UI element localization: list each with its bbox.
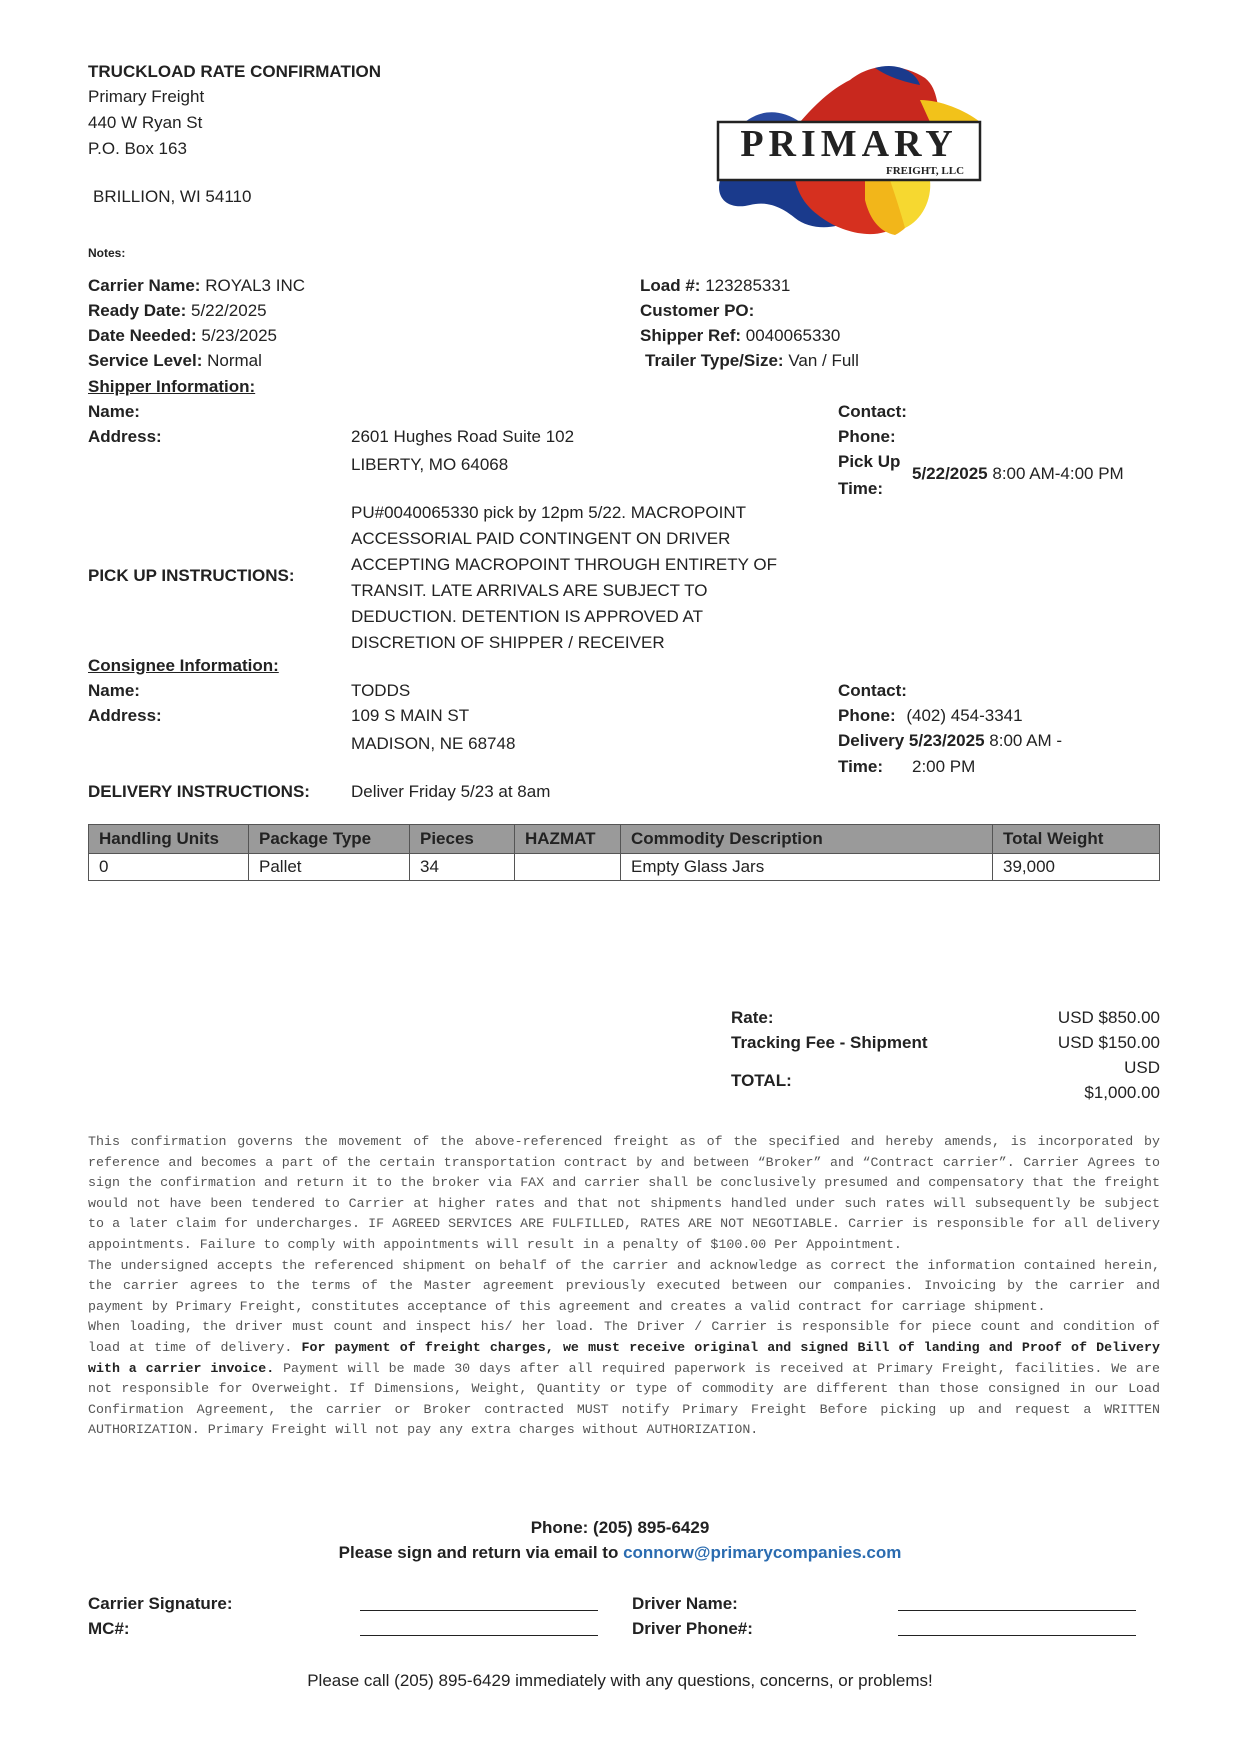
email-prefix: Please sign and return via email to bbox=[338, 1543, 624, 1562]
column-header: Commodity Description bbox=[621, 825, 993, 854]
carrier-name-value: ROYAL3 INC bbox=[205, 276, 306, 295]
consignee-name-label: Name: bbox=[88, 681, 140, 700]
delivery-date: 5/23/2025 bbox=[908, 731, 985, 750]
table-row bbox=[89, 854, 1160, 881]
company-name: Primary Freight bbox=[88, 87, 205, 106]
terms-text: Payment will be made 30 days after all required paperwork is received at Primary Freight, facilities. We are not responsible for Overweight. If Dimensions, Weight, Quantity or type of commodity are different than those consigned in our Load Confirmation Agreement, the carrier or Broker contracted MUST notify Primary Freight Before picking up and request a WRITTEN AUTHORIZATION. Primary Freight will not pay any extra charges without AUTHORIZATION. bbox=[88, 1360, 1160, 1438]
column-header: Total Weight bbox=[993, 825, 1160, 854]
company-po-box: P.O. Box 163 bbox=[88, 139, 187, 158]
shipper-address-1: 2601 Hughes Road Suite 102 bbox=[351, 427, 575, 446]
pickup-time-value bbox=[912, 464, 1124, 484]
logo-word: PRIMARY bbox=[740, 123, 958, 165]
total-label: TOTAL: bbox=[731, 1071, 792, 1090]
date-needed-label: Date Needed: bbox=[88, 326, 197, 345]
column-header: Package Type bbox=[249, 825, 410, 854]
primary-freight-logo bbox=[700, 60, 990, 235]
pickup-instructions-line: DISCRETION OF SHIPPER / RECEIVER bbox=[351, 633, 665, 652]
table-cell: Empty Glass Jars bbox=[621, 854, 993, 881]
terms-paragraph: This confirmation governs the movement of the above-referenced freight as of the specified and hereby amends, is incorporated by reference and becomes a part of the certain transportation contract by and between “Broker” and “Contract carrier”. Carrier Agrees to sign the confirmation and return it to the broker via FAX and carrier shall be conclusively presumed and compensatory that the freight would not have been tendered to Carrier at higher rates and that not shipments handled under such rates will subsequently be subject to a later claim for undercharges. IF AGREED SERVICES ARE FULFILLED, RATES ARE NOT NEGOTIABLE. Carrier is responsible for all delivery appointments. Failure to comply with appointments will result in a penalty of $100.00 Per Appointment. bbox=[88, 1134, 1160, 1252]
consignee-phone-value: (402) 454-3341 bbox=[906, 706, 1023, 725]
notes-label: Notes: bbox=[88, 246, 126, 260]
logo-sub: FREIGHT, LLC bbox=[885, 165, 965, 177]
delivery-label-2: Time: bbox=[838, 757, 884, 776]
delivery-time-row bbox=[838, 731, 1062, 751]
delivery-instructions: Deliver Friday 5/23 at 8am bbox=[351, 782, 551, 801]
ready-date-value: 5/22/2025 bbox=[191, 301, 267, 320]
carrier-signature-line[interactable] bbox=[360, 1592, 598, 1611]
footer-note: Please call (205) 895-6429 immediately with any questions, concerns, or problems! bbox=[307, 1671, 933, 1690]
carrier-name-row bbox=[88, 276, 305, 296]
ready-date-row bbox=[88, 301, 267, 321]
table-cell: 39,000 bbox=[993, 854, 1160, 881]
consignee-address-1: 109 S MAIN ST bbox=[351, 706, 470, 725]
column-header: HAZMAT bbox=[515, 825, 621, 854]
trailer-label: Trailer Type/Size: bbox=[645, 351, 784, 370]
consignee-contact-label: Contact: bbox=[838, 681, 907, 700]
shipper-section-heading: Shipper Information: bbox=[88, 377, 256, 396]
pickup-date: 5/22/2025 bbox=[912, 464, 988, 483]
email-link[interactable]: connorw@primarycompanies.com bbox=[623, 1543, 902, 1562]
pickup-instructions bbox=[351, 500, 777, 656]
shipper-address-label: Address: bbox=[88, 427, 162, 446]
load-number-row bbox=[640, 276, 790, 296]
contact-email-line bbox=[0, 1543, 1240, 1563]
table-cell: 34 bbox=[410, 854, 515, 881]
terms-bold-text: For payment of freight charges, we must receive original and signed Bill of landing and Proof of Delivery with a carrier invoice. bbox=[88, 1339, 1160, 1376]
pickup-hours: 8:00 AM-4:00 PM bbox=[992, 464, 1124, 483]
table-cell: 0 bbox=[89, 854, 249, 881]
shipper-ref-value: 0040065330 bbox=[745, 326, 841, 345]
freight-table bbox=[88, 824, 1160, 881]
carrier-name-label: Carrier Name: bbox=[88, 276, 201, 295]
table-cell: Pallet bbox=[249, 854, 410, 881]
total-value: $1,000.00 bbox=[1084, 1083, 1160, 1102]
customer-po-label: Customer PO: bbox=[640, 301, 755, 320]
driver-phone-label: Driver Phone#: bbox=[632, 1619, 753, 1638]
customer-po-row bbox=[640, 301, 754, 321]
shipper-contact-label: Contact: bbox=[838, 402, 907, 421]
logo-graphic bbox=[700, 60, 990, 235]
terms-text: When loading, the driver must count and inspect his/ her load. The Driver / Carrier is responsible for piece count and condition of load at time of delivery. bbox=[88, 1319, 1160, 1355]
shipper-ref-label: Shipper Ref: bbox=[640, 326, 742, 345]
service-level-value: Normal bbox=[207, 351, 262, 370]
rate-label: Rate: bbox=[731, 1008, 774, 1027]
mc-label: MC#: bbox=[88, 1619, 130, 1638]
company-street: 440 W Ryan St bbox=[88, 113, 203, 132]
driver-name-line[interactable] bbox=[898, 1592, 1136, 1611]
trailer-row bbox=[645, 351, 859, 371]
column-header: Handling Units bbox=[89, 825, 249, 854]
column-header: Pieces bbox=[410, 825, 515, 854]
terms-paragraph: The undersigned accepts the referenced shipment on behalf of the carrier and acknowledge as correct the information contained herein, the carrier agrees to the terms of the Master agreement previously executed between our companies. Invoicing by the carrier and payment by Primary Freight, constitutes acceptance of this agreement and creates a valid contract for carriage shipment. bbox=[88, 1257, 1160, 1314]
service-level-row bbox=[88, 351, 262, 371]
load-number-value: 123285331 bbox=[705, 276, 791, 295]
driver-phone-line[interactable] bbox=[898, 1617, 1136, 1636]
pickup-time-label-1: Pick Up bbox=[838, 452, 901, 471]
rate-value: USD $850.00 bbox=[1057, 1008, 1160, 1027]
load-number-label: Load #: bbox=[640, 276, 701, 295]
contact-phone: Phone: (205) 895-6429 bbox=[530, 1518, 710, 1537]
table-header-row bbox=[89, 825, 1160, 854]
pickup-instructions-line: ACCESSORIAL PAID CONTINGENT ON DRIVER bbox=[351, 529, 731, 548]
document-title: TRUCKLOAD RATE CONFIRMATION bbox=[88, 62, 382, 81]
shipper-address-2: LIBERTY, MO 64068 bbox=[351, 455, 509, 474]
shipper-phone-label: Phone: bbox=[838, 427, 896, 446]
pickup-instructions-line: PU#0040065330 pick by 12pm 5/22. MACROPOINT bbox=[351, 503, 746, 522]
shipper-name-label: Name: bbox=[88, 402, 140, 421]
consignee-address-label: Address: bbox=[88, 706, 162, 725]
delivery-hours-2: 2:00 PM bbox=[912, 757, 976, 776]
pickup-instructions-line: ACCEPTING MACROPOINT THROUGH ENTIRETY OF bbox=[351, 555, 777, 574]
delivery-hours-1: 8:00 AM - bbox=[989, 731, 1063, 750]
date-needed-row bbox=[88, 326, 277, 346]
tracking-fee-label: Tracking Fee - Shipment bbox=[731, 1033, 928, 1052]
total-currency: USD bbox=[1124, 1058, 1160, 1077]
carrier-signature-label: Carrier Signature: bbox=[88, 1594, 233, 1613]
pickup-time-label-2: Time: bbox=[838, 479, 884, 498]
ready-date-label: Ready Date: bbox=[88, 301, 187, 320]
delivery-instructions-label: DELIVERY INSTRUCTIONS: bbox=[88, 782, 310, 801]
company-city: BRILLION, WI 54110 bbox=[93, 187, 252, 206]
table-cell bbox=[515, 854, 621, 881]
mc-line[interactable] bbox=[360, 1617, 598, 1636]
consignee-phone-row bbox=[838, 706, 1023, 726]
consignee-name-value: TODDS bbox=[351, 681, 411, 700]
consignee-section-heading: Consignee Information: bbox=[88, 656, 279, 675]
date-needed-value: 5/23/2025 bbox=[201, 326, 278, 345]
pickup-instructions-label: PICK UP INSTRUCTIONS: bbox=[88, 566, 295, 585]
pickup-instructions-line: TRANSIT. LATE ARRIVALS ARE SUBJECT TO bbox=[351, 581, 708, 600]
tracking-fee-value: USD $150.00 bbox=[1057, 1033, 1160, 1052]
service-level-label: Service Level: bbox=[88, 351, 203, 370]
pickup-instructions-line: DEDUCTION. DETENTION IS APPROVED AT bbox=[351, 607, 704, 626]
shipper-ref-row bbox=[640, 326, 840, 346]
consignee-phone-label: Phone: bbox=[838, 706, 896, 725]
delivery-label-1: Delivery bbox=[838, 731, 905, 750]
trailer-value: Van / Full bbox=[788, 351, 859, 370]
driver-name-label: Driver Name: bbox=[632, 1594, 738, 1613]
consignee-address-2: MADISON, NE 68748 bbox=[351, 734, 516, 753]
terms-and-conditions bbox=[88, 1132, 1160, 1441]
terms-paragraph bbox=[88, 1317, 1160, 1441]
